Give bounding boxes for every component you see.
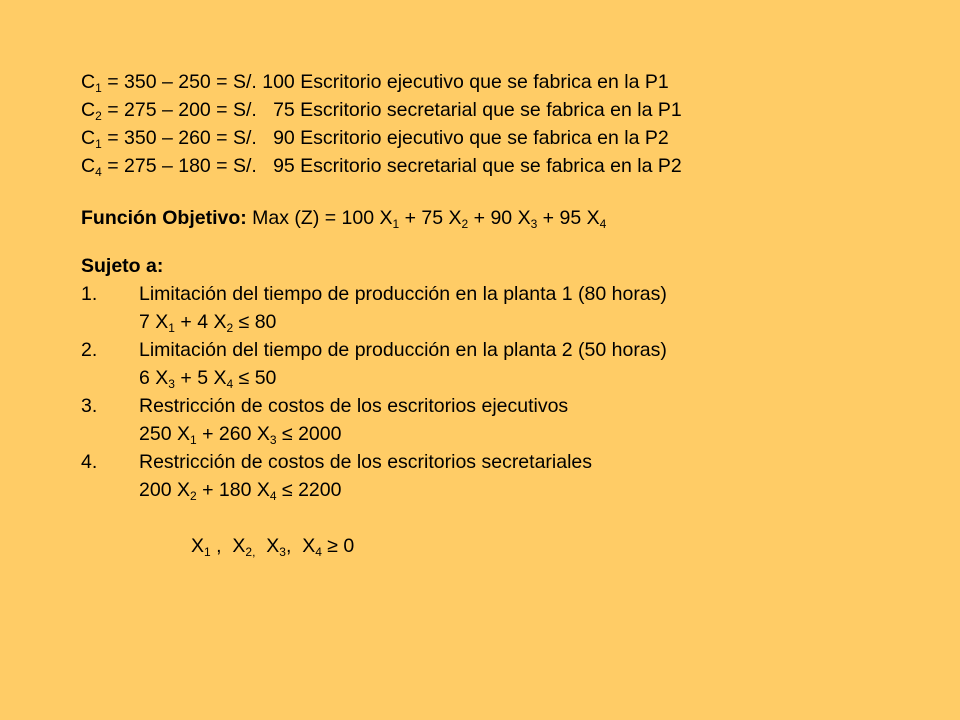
expr-part: X	[255, 535, 280, 557]
constraint-3-title	[81, 392, 941, 420]
expr-part: + 4 X	[174, 311, 227, 333]
expr-part: 250 X	[139, 423, 190, 445]
constraint-1-expr	[81, 308, 941, 336]
expr-sub: 2	[189, 489, 197, 503]
obj-sub: 2	[461, 217, 469, 231]
expr-sub: 1	[189, 433, 197, 447]
spacer	[81, 180, 941, 204]
expr-sub: 4	[269, 489, 277, 503]
constraint-2-expr	[81, 364, 941, 392]
obj-sub: 1	[392, 217, 400, 231]
expr-sub: 1	[168, 321, 175, 335]
expr-sub: 1	[204, 545, 211, 559]
constraint-4-expr	[81, 476, 941, 504]
expr-part: ≤ 2200	[276, 479, 342, 501]
obj-sub: 4	[599, 217, 607, 231]
expr-part: , X	[210, 535, 246, 557]
non-negativity-constraint	[81, 532, 941, 560]
expr-sub: 4	[315, 545, 322, 559]
expr-part: 6 X	[139, 367, 169, 389]
objective-label: Función Objetivo:	[81, 207, 247, 229]
expr-part: ≥ 0	[321, 535, 355, 557]
obj-term: + 90 X	[468, 207, 531, 229]
expr-sub: 4	[226, 377, 234, 391]
spacer	[81, 232, 941, 252]
expr-part: ≤ 2000	[276, 423, 342, 445]
objective-function	[81, 204, 941, 232]
coef-sub: 1	[95, 81, 102, 95]
coef-sub: 1	[95, 137, 102, 151]
constraint-text: Restricción de costos de los escritorios ejecutivos	[139, 395, 569, 417]
expr-sub: 3	[269, 433, 277, 447]
coef-expr: = 350 – 260 = S/. 90 Escritorio ejecutivo que se fabrica en la P2	[101, 127, 669, 149]
coef-expr: = 275 – 200 = S/. 75 Escritorio secretarial que se fabrica en la P1	[101, 99, 682, 121]
expr-part: ≤ 80	[233, 311, 277, 333]
expr-part: + 5 X	[174, 367, 227, 389]
expr-part: 7 X	[139, 311, 169, 333]
expr-part: ≤ 50	[233, 367, 277, 389]
coef-line-1	[81, 68, 941, 96]
constraint-text: Limitación del tiempo de producción en la planta 1 (80 horas)	[139, 283, 667, 305]
constraint-number: 4.	[81, 451, 98, 473]
constraint-1-title	[81, 280, 941, 308]
spacer	[81, 504, 941, 532]
constraint-4-title	[81, 448, 941, 476]
coef-var: C	[81, 127, 96, 149]
coef-var: C	[81, 71, 96, 93]
coef-line-3	[81, 124, 941, 152]
constraint-3-expr	[81, 420, 941, 448]
expr-part: , X	[285, 535, 316, 557]
coef-expr: = 350 – 250 = S/. 100 Escritorio ejecutivo que se fabrica en la P1	[101, 71, 669, 93]
expr-part: X	[191, 535, 205, 557]
coef-expr: = 275 – 180 = S/. 95 Escritorio secretarial que se fabrica en la P2	[101, 155, 682, 177]
constraint-number: 1.	[81, 283, 98, 305]
expr-sub: 2,	[245, 545, 256, 559]
subject-to-label: Sujeto a:	[81, 255, 164, 277]
slide-content	[81, 68, 941, 560]
constraint-text: Limitación del tiempo de producción en la planta 2 (50 horas)	[139, 339, 667, 361]
expr-sub: 3	[168, 377, 175, 391]
obj-term: + 95 X	[537, 207, 600, 229]
coef-sub: 4	[95, 165, 102, 179]
objective-expr: Max (Z) = 100 X	[246, 207, 393, 229]
coef-line-4	[81, 152, 941, 180]
expr-part: 200 X	[139, 479, 190, 501]
expr-sub: 2	[226, 321, 234, 335]
expr-part: + 260 X	[196, 423, 270, 445]
obj-sub: 3	[530, 217, 538, 231]
coef-var: C	[81, 99, 96, 121]
coef-line-2	[81, 96, 941, 124]
coef-var: C	[81, 155, 96, 177]
expr-part: + 180 X	[196, 479, 270, 501]
constraint-2-title	[81, 336, 941, 364]
coef-sub: 2	[95, 109, 102, 123]
constraint-number: 3.	[81, 395, 98, 417]
subject-to-heading	[81, 252, 941, 280]
constraint-text: Restricción de costos de los escritorios secretariales	[139, 451, 593, 473]
obj-term: + 75 X	[399, 207, 462, 229]
constraint-number: 2.	[81, 339, 98, 361]
expr-sub: 3	[279, 545, 286, 559]
